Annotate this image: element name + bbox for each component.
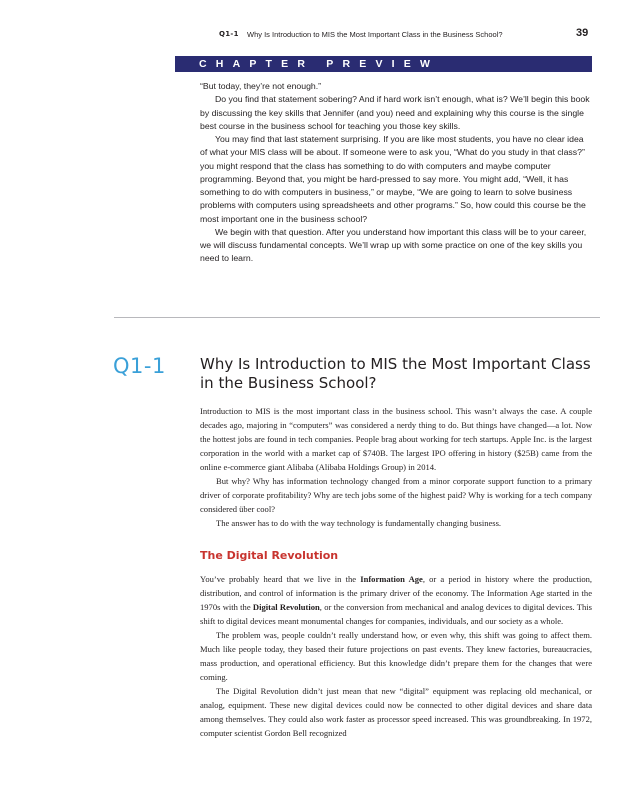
subsection-body <box>200 572 592 740</box>
page-number: 39 <box>576 27 589 39</box>
body-paragraph: Introduction to MIS is the most important class in the business school. This wasn’t always the case. A couple decades ago, majoring in “computers” was considered a nerdy thing to do. But things have changed—a lot. Now the hottest jobs are found in tech companies. People brag about working for tech startups. Apple Inc. is the largest corporation in the world with a market cap of $740B. The largest IPO offering in history ($25B) came from the online e-commerce giant Alibaba (Alibaba Holdings Group) in 2014. <box>200 406 592 472</box>
preview-paragraph: We begin with that question. After you understand how important this class will be to your career, we will discuss fundamental concepts. We’ll wrap up with some practice on one of the key skills you need to learn. <box>200 226 587 264</box>
subsection-heading: The Digital Revolution <box>200 549 339 562</box>
section-title: Why Is Introduction to MIS the Most Important Class in the Business School? <box>200 355 591 392</box>
preview-paragraph: You may find that last statement surprising. If you are like most students, you have no clear idea of what your MIS class will be about. If someone were to ask you, “What do you study in that class?” you might respond that the class has something to do with computers and maybe computer programming. Beyond that, you might be hard-pressed to say more. You might add, “Well, it has something to do with computers in business,” or maybe, “We are going to learn to solve business problems with computers using spreadsheets and other programs.” So, how could this course be the most important one in the business school? <box>200 134 586 224</box>
running-header <box>0 24 625 44</box>
section-divider <box>114 317 600 318</box>
key-term-digital-revolution: Digital Revolution <box>252 602 320 612</box>
chapter-preview-banner <box>175 56 592 72</box>
key-term-information-age: Information Age <box>360 574 423 584</box>
section-number: Q1-1 <box>113 354 166 378</box>
chapter-preview-label: CHAPTER PREVIEW <box>199 58 440 70</box>
body-paragraph <box>200 572 592 628</box>
text-run: , or a period in history where the production, distribution, and control of information is the primary driver of the economy. The Information Age started in the 1970s with the <box>200 574 592 612</box>
running-header-title: Why Is Introduction to MIS the Most Important Class in the Business School? <box>247 30 503 39</box>
section-body <box>200 404 592 530</box>
body-paragraph: The answer has to do with the way technology is fundamentally changing business. <box>216 518 502 528</box>
preview-paragraph: “But today, they’re not enough.” <box>200 81 322 91</box>
body-paragraph: But why? Why has information technology changed from a minor corporate support function to a primary driver of corporate profitability? Why are tech jobs some of the highest paid? Why is working for a tech company considered über cool? <box>200 476 592 514</box>
body-paragraph: The Digital Revolution didn’t just mean that new “digital” equipment was replacing old mechanical, or analog, equipment. These new digital devices could now be connected to other digital devices and share data among themselves. They could also work faster as processor speed increased. This was groundbreaking. In 1972, computer scientist Gordon Bell recognized <box>200 686 592 738</box>
chapter-preview-text <box>200 80 592 266</box>
preview-paragraph: Do you find that statement sobering? And if hard work isn’t enough, what is? We’ll begin this book by discussing the key skills that Jennifer (and you) need and explaining why this course is the single best course in the business school for teaching you those key skills. <box>200 94 590 131</box>
text-run: You’ve probably heard that we live in the <box>200 574 361 584</box>
text-run: , or the conversion from mechanical and analog devices to digital devices. This shift to digital devices meant monumental changes for companies, individuals, and our society as a whole. <box>200 602 592 626</box>
running-header-section-tag: Q1-1 <box>219 30 239 38</box>
body-paragraph: The problem was, people couldn’t really understand how, or even why, this shift was going to affect them. Much like people today, they based their future projections on past events. They knew factories, bureaucracies, mass production, and operational efficiency. But this knowledge didn’t prepare them for the changes that were coming. <box>200 630 592 682</box>
